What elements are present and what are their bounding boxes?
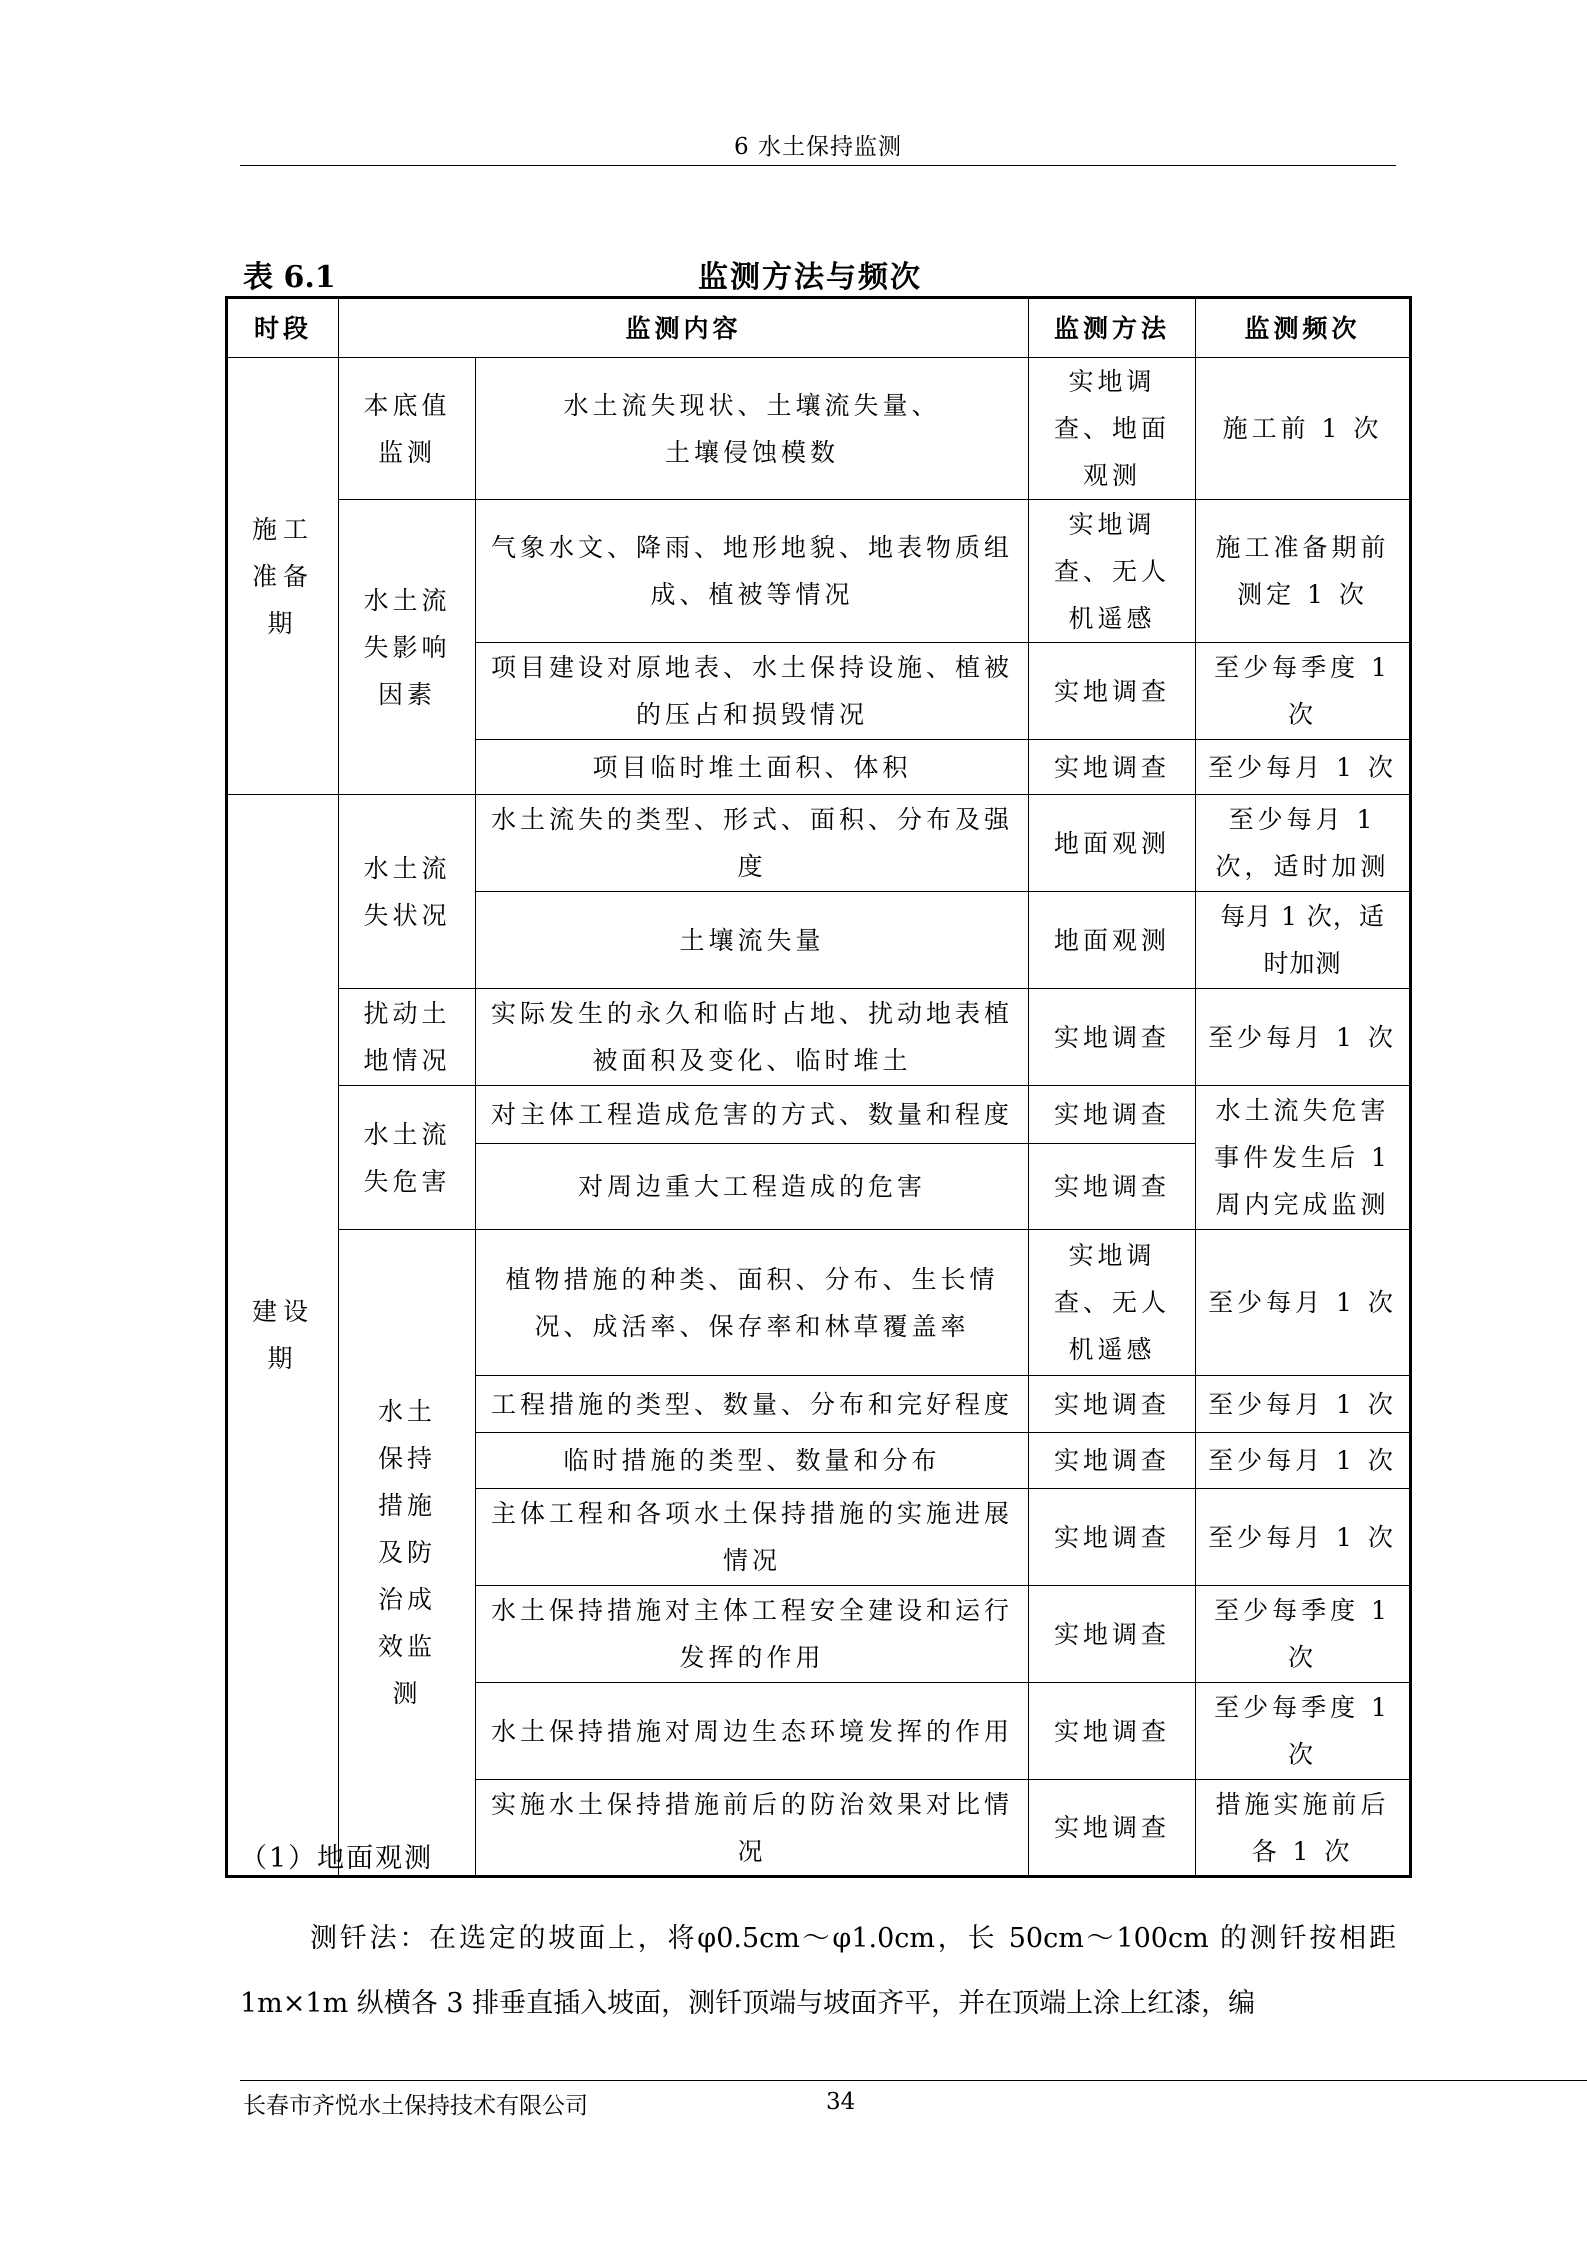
content-cell: 项目临时堆土面积、体积 bbox=[476, 740, 1029, 795]
frequency-cell: 至少每季度 1 次 bbox=[1196, 1683, 1411, 1780]
table-row bbox=[227, 1086, 1411, 1144]
period-cell-build: 建设期 bbox=[227, 795, 339, 1877]
frequency-cell: 施工前 1 次 bbox=[1196, 358, 1411, 500]
period-cell-prep: 施工准备期 bbox=[227, 358, 339, 795]
subheading-ground-observation: （1）地面观测 bbox=[240, 1843, 434, 1874]
monitoring-table bbox=[225, 296, 1412, 1878]
table-label: 表 6.1 bbox=[243, 260, 336, 295]
page-header-title: 6 水土保持监测 bbox=[734, 134, 902, 160]
header-method: 监测方法 bbox=[1029, 298, 1196, 358]
method-cell: 实地调查 bbox=[1029, 989, 1196, 1086]
frequency-cell: 每月 1 次，适时加测 bbox=[1196, 892, 1411, 989]
header-period: 时段 bbox=[227, 298, 339, 358]
content-cell: 水土流失现状、土壤流失量、土壤侵蚀模数 bbox=[476, 358, 1029, 500]
table-row bbox=[227, 989, 1411, 1086]
content-cell: 对周边重大工程造成的危害 bbox=[476, 1144, 1029, 1230]
method-cell: 实地调查 bbox=[1029, 1376, 1196, 1433]
frequency-cell: 至少每季度 1 次 bbox=[1196, 643, 1411, 740]
content-cell: 土壤流失量 bbox=[476, 892, 1029, 989]
footer-rule bbox=[240, 2080, 1587, 2081]
frequency-cell: 水土流失危害事件发生后 1 周内完成监测 bbox=[1196, 1086, 1411, 1230]
frequency-cell: 施工准备期前测定 1 次 bbox=[1196, 500, 1411, 643]
content-cell: 项目建设对原地表、水土保持设施、植被的压占和损毁情况 bbox=[476, 643, 1029, 740]
content-cell: 水土保持措施对主体工程安全建设和运行发挥的作用 bbox=[476, 1586, 1029, 1683]
table-row bbox=[227, 500, 1411, 643]
content-cell: 水土保持措施对周边生态环境发挥的作用 bbox=[476, 1683, 1029, 1780]
frequency-cell: 至少每月 1 次 bbox=[1196, 1230, 1411, 1376]
method-cell: 实地调查 bbox=[1029, 1586, 1196, 1683]
header-content: 监测内容 bbox=[339, 298, 1029, 358]
method-cell: 地面观测 bbox=[1029, 795, 1196, 892]
frequency-cell: 至少每月 1 次 bbox=[1196, 740, 1411, 795]
group-cell: 本底值监测 bbox=[339, 358, 476, 500]
content-cell: 主体工程和各项水土保持措施的实施进展情况 bbox=[476, 1489, 1029, 1586]
method-cell: 实地调查 bbox=[1029, 1780, 1196, 1877]
method-cell: 实地调查 bbox=[1029, 740, 1196, 795]
group-cell: 水土流失状况 bbox=[339, 795, 476, 989]
method-cell: 实地调查、地面观测 bbox=[1029, 358, 1196, 500]
header-rule bbox=[240, 165, 1396, 166]
group-cell: 水土保持措施及防治成效监测 bbox=[339, 1230, 476, 1877]
header-frequency: 监测频次 bbox=[1196, 298, 1411, 358]
content-cell: 植物措施的种类、面积、分布、生长情况、成活率、保存率和林草覆盖率 bbox=[476, 1230, 1029, 1376]
frequency-cell: 至少每月 1 次 bbox=[1196, 1376, 1411, 1433]
content-cell: 气象水文、降雨、地形地貌、地表物质组成、植被等情况 bbox=[476, 500, 1029, 643]
content-cell: 对主体工程造成危害的方式、数量和程度 bbox=[476, 1086, 1029, 1144]
frequency-cell: 至少每月 1 次 bbox=[1196, 1433, 1411, 1489]
method-cell: 实地调查、无人机遥感 bbox=[1029, 500, 1196, 643]
table-row bbox=[227, 795, 1411, 892]
page-number: 34 bbox=[826, 2089, 856, 2115]
method-cell: 地面观测 bbox=[1029, 892, 1196, 989]
method-cell: 实地调查、无人机遥感 bbox=[1029, 1230, 1196, 1376]
table-row bbox=[227, 358, 1411, 500]
frequency-cell: 至少每月 1 次 bbox=[1196, 1489, 1411, 1586]
content-cell: 水土流失的类型、形式、面积、分布及强度 bbox=[476, 795, 1029, 892]
content-cell: 工程措施的类型、数量、分布和完好程度 bbox=[476, 1376, 1029, 1433]
content-cell: 实际发生的永久和临时占地、扰动地表植被面积及变化、临时堆土 bbox=[476, 989, 1029, 1086]
content-cell: 实施水土保持措施前后的防治效果对比情况 bbox=[476, 1780, 1029, 1877]
method-cell: 实地调查 bbox=[1029, 1683, 1196, 1780]
footer-company: 长春市齐悦水土保持技术有限公司 bbox=[243, 2093, 588, 2119]
table-caption: 监测方法与频次 bbox=[698, 260, 922, 295]
frequency-cell: 至少每月 1 次，适时加测 bbox=[1196, 795, 1411, 892]
frequency-cell: 措施实施前后各 1 次 bbox=[1196, 1780, 1411, 1877]
group-cell: 水土流失影响因素 bbox=[339, 500, 476, 795]
method-cell: 实地调查 bbox=[1029, 1086, 1196, 1144]
method-cell: 实地调查 bbox=[1029, 1144, 1196, 1230]
frequency-cell: 至少每季度 1 次 bbox=[1196, 1586, 1411, 1683]
table-header-row bbox=[227, 298, 1411, 358]
group-cell: 水土流失危害 bbox=[339, 1086, 476, 1230]
table-row bbox=[227, 1230, 1411, 1376]
method-cell: 实地调查 bbox=[1029, 1489, 1196, 1586]
group-cell: 扰动土地情况 bbox=[339, 989, 476, 1086]
method-cell: 实地调查 bbox=[1029, 1433, 1196, 1489]
method-cell: 实地调查 bbox=[1029, 643, 1196, 740]
content-cell: 临时措施的类型、数量和分布 bbox=[476, 1433, 1029, 1489]
frequency-cell: 至少每月 1 次 bbox=[1196, 989, 1411, 1086]
body-paragraph: 测钎法：在选定的坡面上，将φ0.5cm～φ1.0cm，长 50cm～100cm 的测钎按相距 1m×1m 纵横各 3 排垂直插入坡面，测钎顶端与坡面齐平，并在顶端上涂上红漆，编 bbox=[240, 1923, 1396, 2019]
